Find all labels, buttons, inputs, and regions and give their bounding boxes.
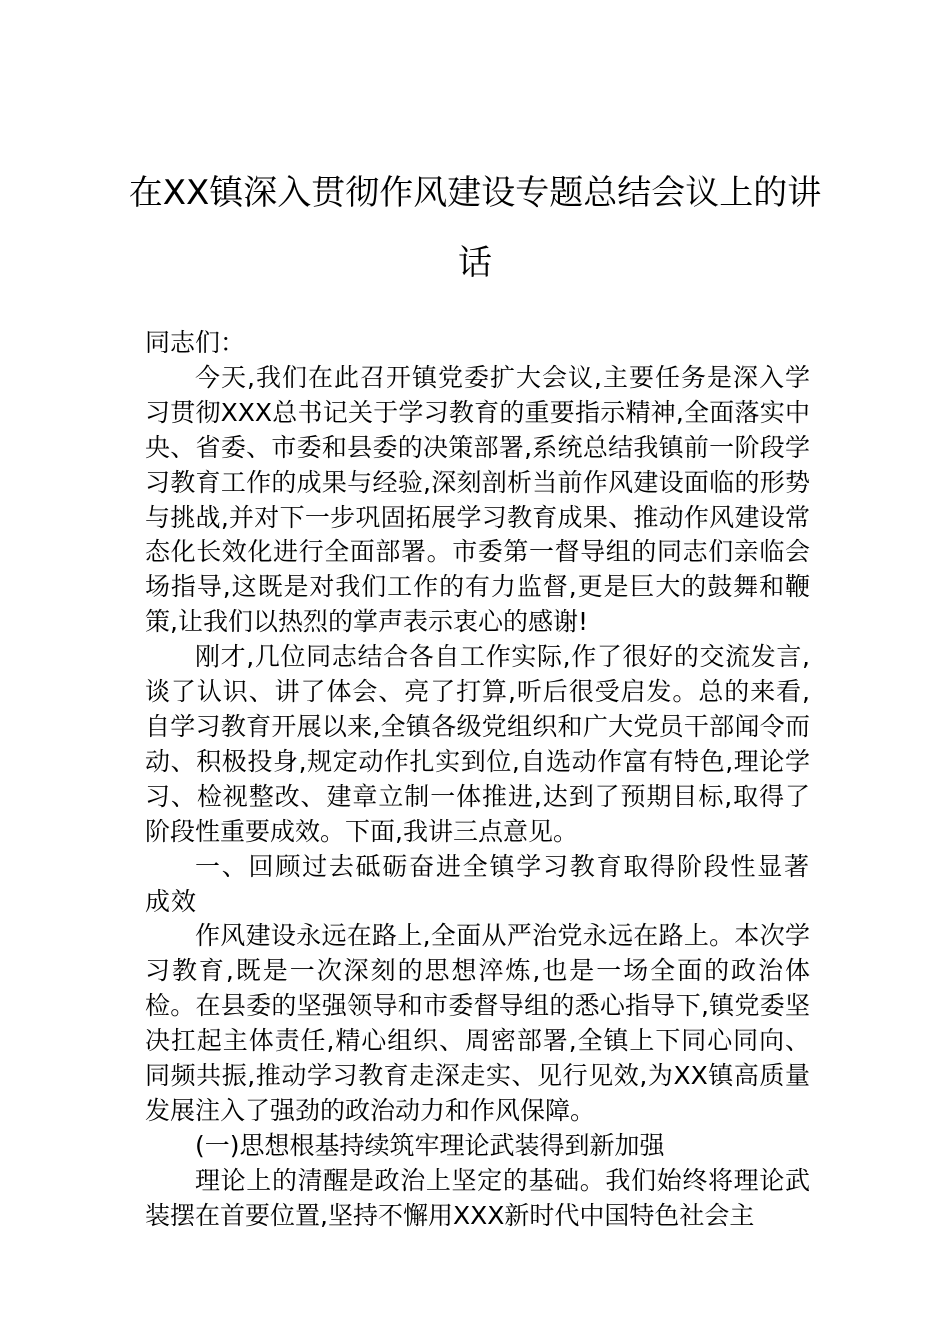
section-heading: 一、回顾过去砥砺奋进全镇学习教育取得阶段性显著成效 [145,851,810,916]
subsection-heading: (一)思想根基持续筑牢理论武装得到新加强 [195,1130,665,1160]
document-title: 在XX镇深入贯彻作风建设专题总结会议上的讲话 [128,173,822,283]
paragraph-subsection: 理论上的清醒是政治上坚定的基础。我们始终将理论武装摆在首要位置,坚持不懈用XXX新时代中国特色社会主 [145,1165,810,1230]
paragraph-opening: 今天,我们在此召开镇党委扩大会议,主要任务是深入学习贯彻XXX总书记关于学习教育的重要指示精神,全面落实中央、省委、市委和县委的决策部署,系统总结我镇前一阶段学习教育工作的成果与经验,深刻剖析当前作风建设面临的形势与挑战,并对下一步巩固拓展学习教育成果、推动作风建设常态化长效化进行全面部署。市委第一督导组的同志们亲临会场指导,这既是对我们工作的有力监督,更是巨大的鼓舞和鞭策,让我们以热烈的掌声表示衷心的感谢! [145,362,810,637]
paragraph-summary: 刚才,几位同志结合各自工作实际,作了很好的交流发言,谈了认识、讲了体会、亮了打算,听后很受启发。总的来看,自学习教育开展以来,全镇各级党组织和广大党员干部闻令而动、积极投身,规定动作扎实到位,自选动作富有特色,理论学习、检视整改、建章立制一体推进,达到了预期目标,取得了阶段性重要成效。下面,我讲三点意见。 [145,642,810,846]
paragraph-section-intro: 作风建设永远在路上,全面从严治党永远在路上。本次学习教育,既是一次深刻的思想淬炼,也是一场全面的政治体检。在县委的坚强领导和市委督导组的悉心指导下,镇党委坚决扛起主体责任,精心组织、周密部署,全镇上下同心同向、同频共振,推动学习教育走深走实、见行见效,为XX镇高质量发展注入了强劲的政治动力和作风保障。 [145,921,810,1125]
salutation: 同志们： [145,328,246,357]
document-body [145,326,810,1234]
